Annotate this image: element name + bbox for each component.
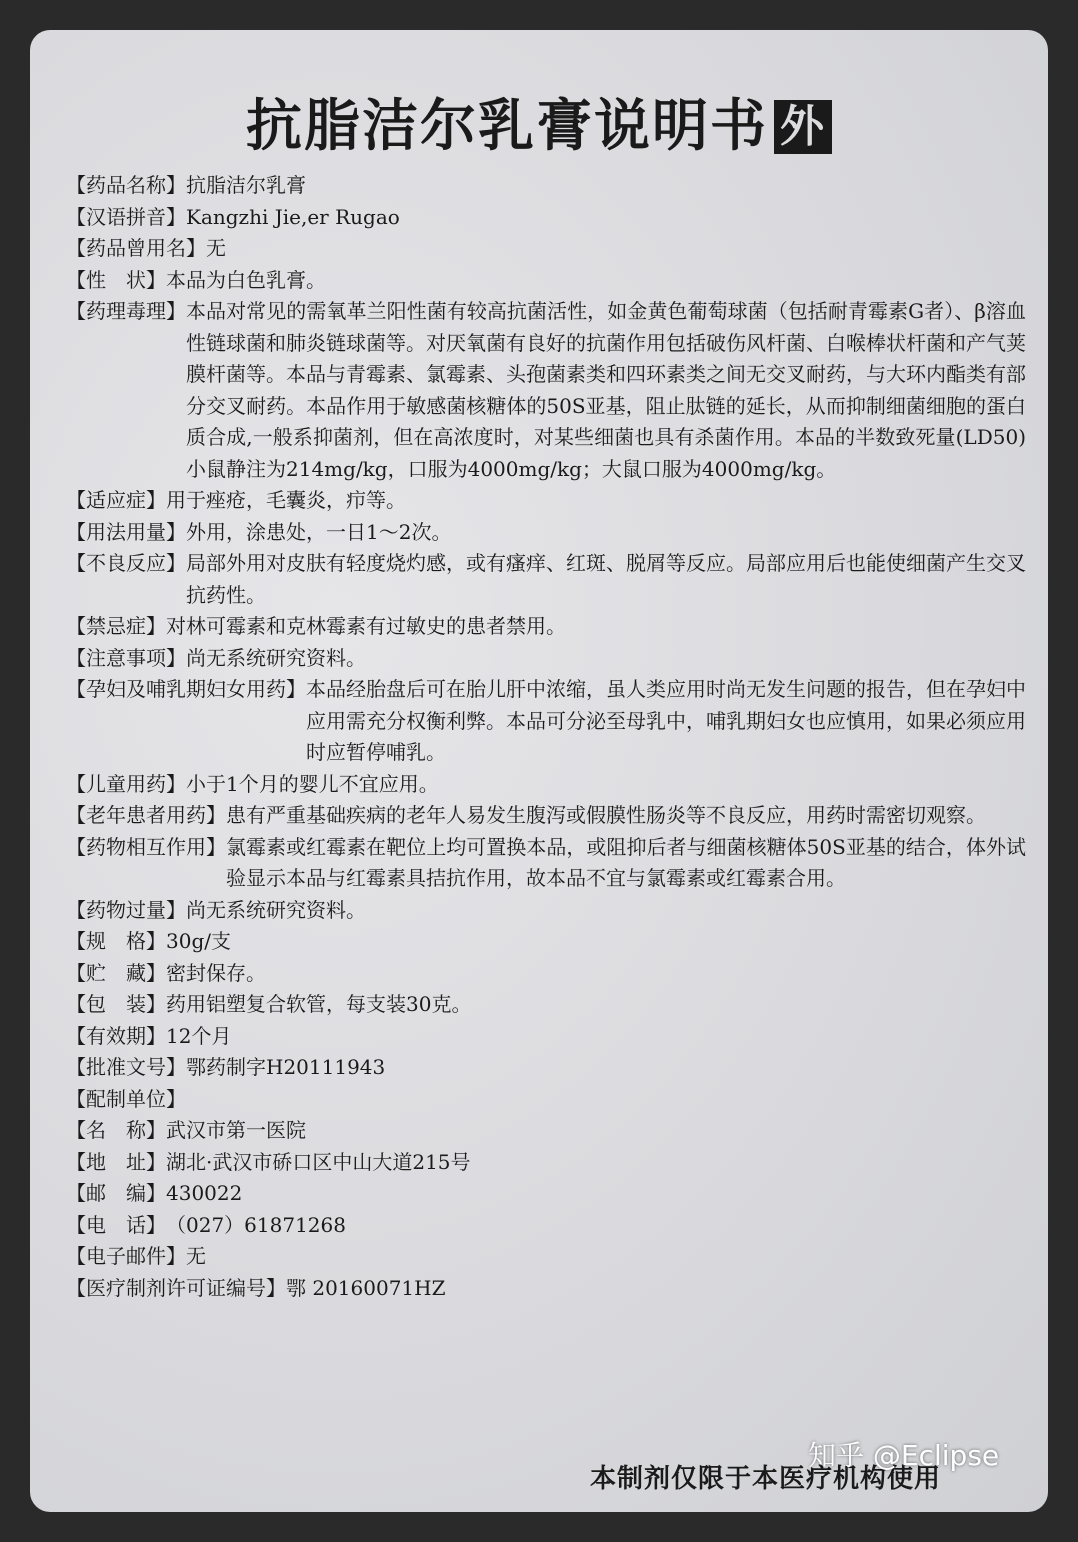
entry-drug-name (66, 170, 1026, 202)
entry-label: 【适应症】 (66, 488, 166, 512)
entry-pregnancy (66, 674, 1026, 769)
entry-unit-name (66, 1115, 1026, 1147)
entry-text: 30g/支 (166, 929, 231, 953)
entry-label: 【邮 编】 (66, 1181, 166, 1205)
entry-label: 【汉语拼音】 (66, 204, 186, 229)
entry-label: 【包 装】 (66, 992, 166, 1016)
entry-label: 【药物相互作用】 (66, 834, 226, 859)
entry-former-name (66, 233, 1026, 265)
entry-indications (66, 485, 1026, 517)
entry-label: 【地 址】 (66, 1149, 166, 1174)
entry-label: 【药品名称】 (66, 173, 186, 197)
entry-text: 12个月 (166, 1023, 232, 1048)
entry-label: 【贮 藏】 (66, 960, 166, 985)
entry-label: 【名 称】 (66, 1118, 166, 1142)
entry-adverse-reactions (66, 548, 1026, 611)
entry-label: 【孕妇及哺乳期妇女用药】 (66, 677, 306, 701)
entry-text: 鄂药制字H20111943 (186, 1055, 386, 1079)
entry-text: 对林可霉素和克林霉素有过敏史的患者禁用。 (166, 614, 566, 638)
entry-label: 【电 话】 (66, 1212, 166, 1237)
entry-shelf-life (66, 1021, 1026, 1053)
entry-text: 无 (206, 236, 226, 260)
entry-text: 患有严重基础疾病的老年人易发生腹泻或假膜性肠炎等不良反应，用药时需密切观察。 (226, 803, 986, 827)
entry-geriatric (66, 800, 1026, 832)
entry-label: 【药理毒理】 (66, 299, 186, 323)
entry-text: 鄂 20160071HZ (286, 1275, 446, 1300)
entry-label: 【用法用量】 (66, 519, 186, 544)
entry-label: 【批准文号】 (66, 1055, 186, 1079)
entry-pediatric (66, 769, 1026, 801)
entry-overdose (66, 895, 1026, 927)
entry-text: 外用，涂患处，一日1～2次。 (186, 519, 452, 544)
entry-text: （027）61871268 (166, 1212, 346, 1237)
entry-dosage (66, 517, 1026, 549)
entry-text: 本品经胎盘后可在胎儿肝中浓缩，虽人类应用时尚无发生问题的报告，但在孕妇中应用需充分权衡利弊。本品可分泌至母乳中，哺乳期妇女也应慎用，如果必须应用时应暂停哺乳。 (306, 677, 1026, 764)
entry-text: 无 (186, 1244, 206, 1268)
entry-text: 尚无系统研究资料。 (186, 645, 366, 670)
entry-postcode (66, 1178, 1026, 1210)
entry-label: 【注意事项】 (66, 645, 186, 670)
entry-pharmacology (66, 296, 1026, 485)
entry-label: 【老年患者用药】 (66, 803, 226, 827)
entry-text: 武汉市第一医院 (166, 1118, 306, 1142)
entry-label: 【儿童用药】 (66, 771, 186, 796)
entry-text: 抗脂洁尔乳膏 (186, 173, 306, 197)
entry-preparation-unit (66, 1084, 1026, 1116)
entry-precautions (66, 643, 1026, 675)
entry-storage (66, 958, 1026, 990)
entry-list (66, 170, 1026, 1304)
entry-text: 密封保存。 (166, 960, 266, 985)
entry-label: 【医疗制剂许可证编号】 (66, 1275, 286, 1300)
entry-specification (66, 926, 1026, 958)
usage-restriction-note: 本制剂仅限于本医疗机构使用 (590, 1464, 942, 1494)
entry-phone (66, 1210, 1026, 1242)
instruction-sheet (30, 30, 1048, 1512)
entry-label: 【禁忌症】 (66, 614, 166, 638)
entry-label: 【药品曾用名】 (66, 236, 206, 260)
entry-label: 【电子邮件】 (66, 1244, 186, 1268)
entry-text: 局部外用对皮肤有轻度烧灼感，或有瘙痒、红斑、脱屑等反应。局部应用后也能使细菌产生交叉抗药性。 (186, 551, 1026, 607)
entry-approval-number (66, 1052, 1026, 1084)
entry-text: 小于1个月的婴儿不宜应用。 (186, 771, 439, 796)
entry-text: 本品为白色乳膏。 (166, 267, 326, 292)
entry-label: 【配制单位】 (66, 1086, 186, 1111)
entry-packaging (66, 989, 1026, 1021)
entry-email (66, 1241, 1026, 1273)
entry-text: Kangzhi Jie,er Rugao (186, 204, 400, 229)
entry-text: 氯霉素或红霉素在靶位上均可置换本品，或阻抑后者与细菌核糖体50S亚基的结合，体外试验显示本品与红霉素具拮抗作用，故本品不宜与氯霉素或红霉素合用。 (226, 834, 1026, 890)
entry-text: 430022 (166, 1181, 243, 1205)
entry-text: 尚无系统研究资料。 (186, 897, 366, 922)
entry-label: 【性 状】 (66, 267, 166, 292)
entry-address (66, 1147, 1026, 1179)
external-use-badge: 外 (774, 100, 832, 154)
entry-label: 【药物过量】 (66, 897, 186, 922)
entry-interactions (66, 832, 1026, 895)
entry-label: 【规 格】 (66, 929, 166, 953)
entry-text: 用于痤疮，毛囊炎，疖等。 (166, 488, 406, 512)
entry-text: 药用铝塑复合软管，每支装30克。 (166, 992, 472, 1016)
zhihu-watermark: 知乎 @Eclipse (808, 1439, 1000, 1472)
document-title (30, 82, 1048, 162)
entry-text (186, 1084, 1026, 1116)
entry-contraindications (66, 611, 1026, 643)
entry-text: 本品对常见的需氧革兰阳性菌有较高抗菌活性，如金黄色葡萄球菌（包括耐青霉素G者）、β溶血性链球菌和肺炎链球菌等。对厌氧菌有良好的抗菌作用包括破伤风杆菌、白喉棒状杆菌和产气荚膜杆菌等。本品与青霉素、氯霉素、头孢菌素类和四环素类之间无交叉耐药，与大环内酯类有部分交叉耐药。本品作用于敏感菌核糖体的50S亚基，阻止肽链的延长，从而抑制细菌细胞的蛋白质合成,一般系抑菌剂，但在高浓度时，对某些细菌也具有杀菌作用。本品的半数致死量(LD50)小鼠静注为214mg/kg，口服为4000mg/kg；大鼠口服为4000mg/kg。 (186, 299, 1026, 481)
entry-label: 【不良反应】 (66, 551, 186, 575)
entry-license-number (66, 1273, 1026, 1305)
title-text: 抗脂洁尔乳膏说明书 (246, 94, 768, 159)
entry-pinyin (66, 202, 1026, 234)
entry-label: 【有效期】 (66, 1023, 166, 1048)
entry-appearance (66, 265, 1026, 297)
entry-text: 湖北·武汉市硚口区中山大道215号 (166, 1149, 471, 1174)
